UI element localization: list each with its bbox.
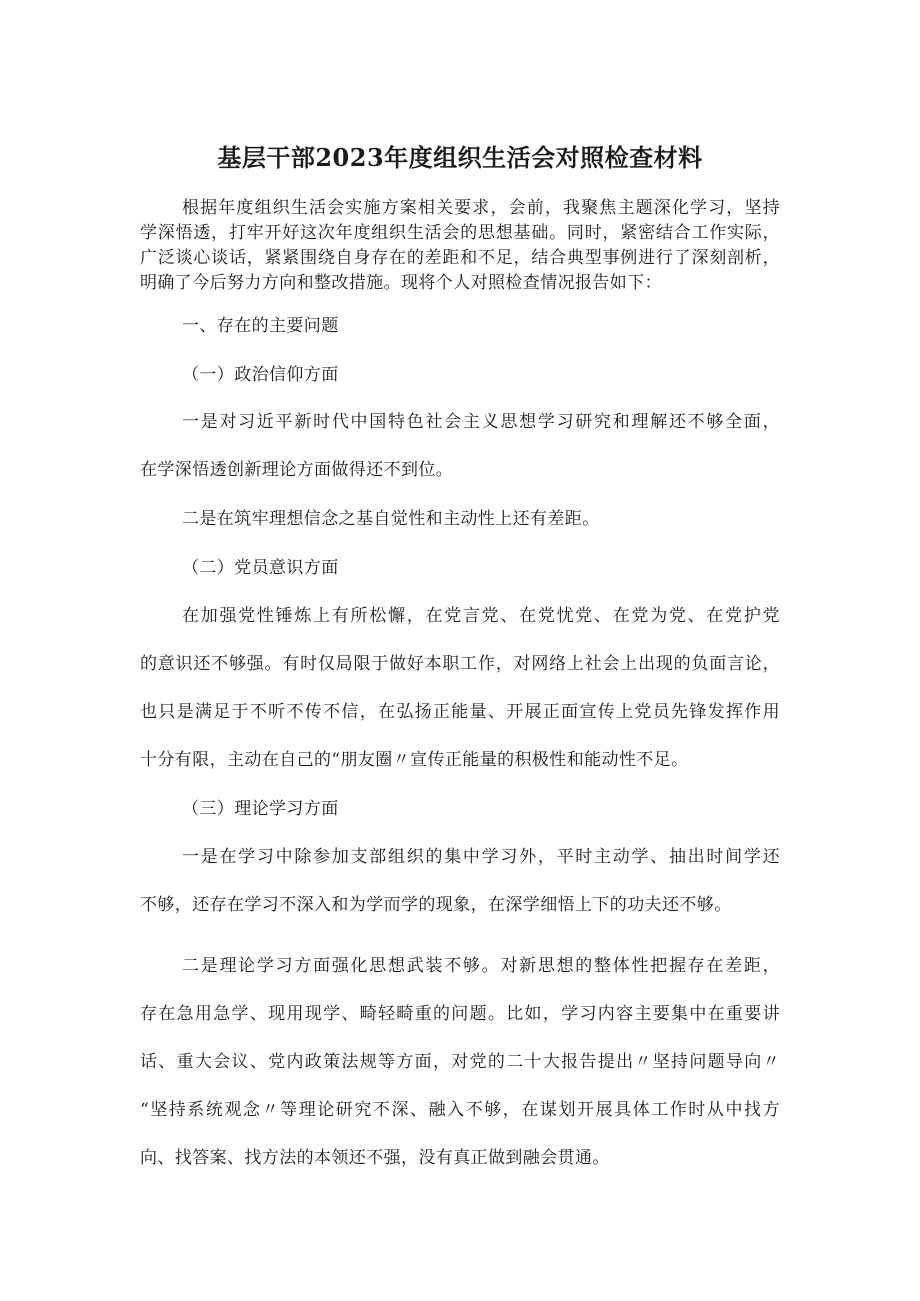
paragraph-line: 存在急用急学、现用现学、畸轻畸重的问题。比如，学习内容主要集中在重要讲 — [140, 1004, 780, 1024]
paragraph-line: 不够，还存在学习不深入和为学而学的现象，在深学细悟上下的功夫还不够。 — [140, 895, 732, 915]
subsection-heading: （二）党员意识方面 — [182, 558, 339, 578]
paragraph-line: 明确了今后努力方向和整改措施。现将个人对照检查情况报告如下： — [140, 273, 662, 293]
subsection-heading: （三）理论学习方面 — [182, 799, 339, 819]
paragraph-line: 在加强党性锤炼上有所松懈，在党言党、在党忧党、在党为党、在党护党 — [182, 606, 780, 626]
paragraph-line: 十分有限，主动在自己的“朋友圈〃宣传正能量的积极性和能动性不足。 — [140, 750, 689, 770]
paragraph-line: 也只是满足于不听不传不信，在弘扬正能量、开展正面宣传上党员先锋发挥作用 — [140, 702, 780, 722]
paragraph — [140, 398, 780, 494]
paragraph-line: 在学深悟透创新理论方面做得还不到位。 — [140, 460, 454, 480]
subsection-heading: （一）政治信仰方面 — [182, 365, 339, 385]
paragraph — [140, 942, 780, 1182]
paragraph-line: 一是在学习中除参加支部组织的集中学习外，平时主动学、抽出时间学还 — [182, 847, 780, 867]
document-title: 基层干部2023年度组织生活会对照检查材料 — [217, 143, 703, 172]
paragraph-line: 二是在筑牢理想信念之基自觉性和主动性上还有差距。 — [182, 509, 600, 529]
paragraph-line: 一是对习近平新时代中国特色社会主义思想学习研究和理解还不够全面， — [182, 412, 780, 432]
paragraph-line: 二是理论学习方面强化思想武装不够。对新思想的整体性把握存在差距， — [182, 956, 780, 976]
section-heading: 一、存在的主要问题 — [182, 316, 339, 336]
paragraph-line: 广泛谈心谈话，紧紧围绕自身存在的差距和不足，结合典型事例进行了深刻剖析， — [140, 248, 780, 268]
paragraph-line: “坚持系统观念〃等理论研究不深、融入不够，在谋划开展具体工作时从中找方 — [140, 1100, 780, 1120]
intro-paragraph — [140, 196, 780, 296]
paragraph-line: 话、重大会议、党内政策法规等方面，对党的二十大报告提出〃坚持问题导向〃 — [140, 1052, 780, 1072]
paragraph-line: 根据年度组织生活会实施方案相关要求，会前，我聚焦主题深化学习，坚持 — [182, 198, 780, 218]
paragraph-line: 的意识还不够强。有时仅局限于做好本职工作，对网络上社会上出现的负面言论， — [140, 654, 780, 674]
paragraph-line: 向、找答案、找方法的本领还不强，没有真正做到融会贯通。 — [140, 1148, 610, 1168]
paragraph — [140, 833, 780, 929]
paragraph — [140, 592, 780, 784]
paragraph-line: 学深悟透，打牢开好这次年度组织生活会的思想基础。同时，紧密结合工作实际， — [140, 223, 780, 243]
